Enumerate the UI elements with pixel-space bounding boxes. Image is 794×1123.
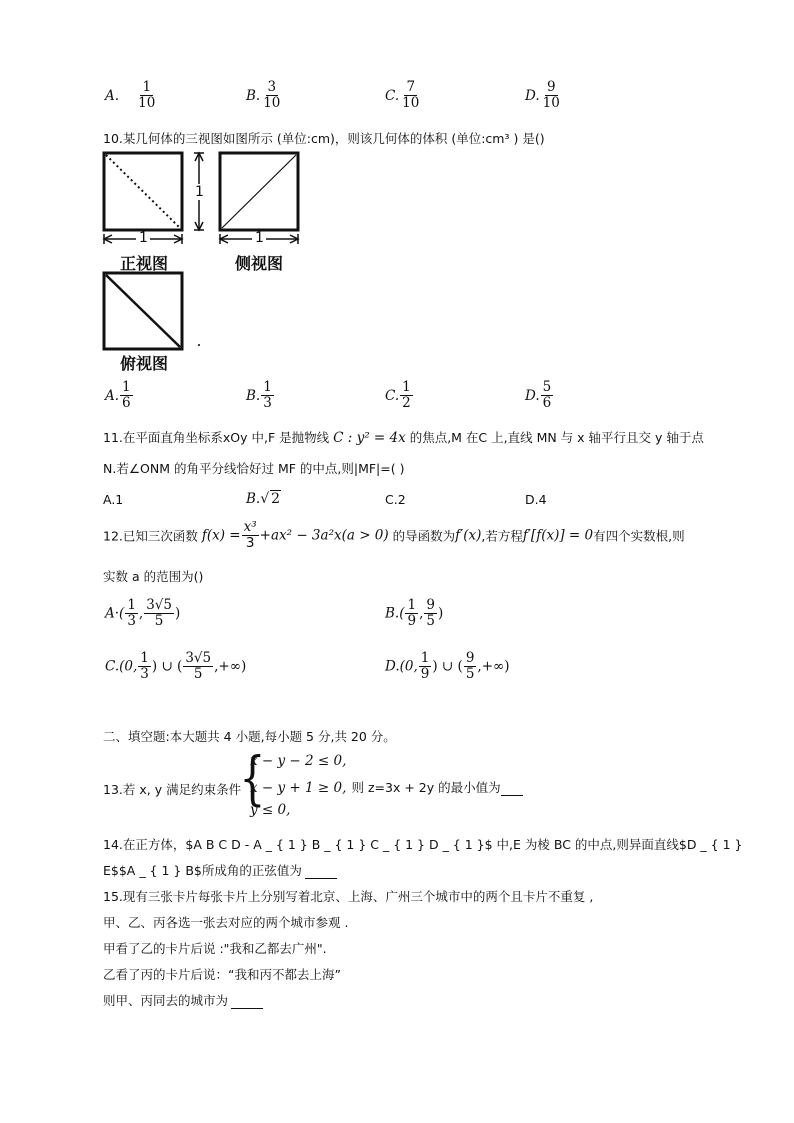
q9-option-a	[105, 80, 158, 111]
answer-blank[interactable]	[501, 783, 523, 796]
q12-text-c: ,若方程	[481, 528, 523, 544]
answer-blank[interactable]	[231, 996, 263, 1009]
numerator: 1	[420, 650, 430, 666]
denominator: 2	[402, 395, 411, 411]
q12-option-b: B.( $\frac{1}{9}$ , $\frac{9}{5}$ )	[385, 597, 444, 629]
q12-option-a: A·( $\frac{1}{3}$ , $\frac{3√5}{5}$ )	[105, 597, 181, 629]
option-label: B.	[246, 388, 261, 404]
numerator: 9	[546, 79, 556, 95]
q10-stem: 10.某几何体的三视图如图所示 (单位:cm)，则该几何体的体积 (单位:cm³ ) 是()	[103, 131, 545, 146]
numerator: 7	[406, 79, 416, 95]
option-label: C.(0,	[105, 658, 138, 675]
left-brace: {	[239, 744, 266, 812]
q10-option-d	[525, 380, 554, 411]
q15-line4: 乙看了丙的卡片后说：“我和丙不都去上海”	[103, 967, 341, 982]
q11-option-a: A.1	[103, 492, 124, 507]
denominator: 5	[154, 613, 164, 629]
front-view-figure	[98, 148, 210, 248]
q12-text-d: 有四个实数根,则	[593, 528, 685, 544]
q10-option-b	[246, 380, 275, 411]
denominator: 10	[402, 95, 420, 111]
q15-line2: 甲、乙、丙各选一张去对应的两个城市参观 .	[103, 915, 349, 930]
top-view-diagonal	[106, 275, 180, 347]
numerator: 1	[263, 379, 272, 395]
function-fraction	[242, 520, 259, 551]
function-lhs: f(x) =	[201, 527, 241, 544]
height-label: 1	[195, 184, 204, 200]
equation: f′[f(x)] = 0	[522, 527, 594, 544]
top-view-label: 俯视图	[120, 354, 169, 373]
option-label: D.(0,	[385, 658, 418, 675]
numerator: 9	[426, 597, 435, 613]
option-label: A·(	[105, 605, 125, 622]
q10-option-a	[105, 380, 134, 411]
q15-line1: 15.现有三张卡片每张卡片上分别写着北京、上海、广州三个城市中的两个且卡片不重复 ,	[103, 889, 594, 904]
q14-line1: 14.在正方体，$A B C D - A _ { 1 } B _ { 1 } C _ { 1 } D _ { 1 }$ 中,E 为棱 BC 的中点,则异面直线$D _ { 1 }	[103, 837, 743, 852]
numerator: 1	[140, 650, 149, 666]
option-label: A.	[105, 88, 120, 104]
q14-line2	[103, 861, 337, 879]
union-symbol: ) ∪ (	[151, 658, 183, 675]
side-view-label: 侧视图	[235, 254, 284, 273]
denominator: 5	[193, 666, 203, 682]
numerator: 1	[402, 379, 411, 395]
q12-line1	[103, 520, 685, 551]
parabola-equation: C : y² = 4x	[333, 430, 406, 446]
section-heading: 二、填空题:本大题共 4 小题,每小题 5 分,共 20 分。	[103, 729, 396, 744]
numerator: 3	[267, 79, 277, 95]
option-label: B.(	[385, 605, 405, 622]
numerator: 1	[142, 79, 152, 95]
denominator: 9	[420, 666, 430, 682]
denominator: 3	[263, 395, 272, 411]
numerator: 3√5	[146, 597, 172, 613]
denominator: 3	[245, 535, 255, 551]
union-symbol: ) ∪ (	[432, 658, 463, 675]
front-view-label: 正视图	[120, 254, 169, 273]
constraint-1: x − y − 2 ≤ 0,	[250, 753, 347, 769]
option-label: D.	[525, 88, 540, 104]
q15-line5	[103, 991, 263, 1009]
function-rest: +ax² − 3a²x(a > 0)	[259, 527, 389, 544]
q14-text: E$$A _ { 1 } B$所成角的正弦值为	[103, 863, 302, 878]
denominator: 10	[138, 95, 156, 111]
numerator: 1	[127, 597, 136, 613]
stray-dot	[198, 344, 200, 346]
front-width-label: 1	[139, 230, 148, 246]
q12-line2: 实数 a 的范围为()	[103, 569, 204, 584]
denominator: 5	[426, 613, 435, 629]
front-view-hidden-diagonal	[106, 155, 180, 228]
side-view-diagonal	[222, 155, 296, 228]
denominator: 10	[263, 95, 281, 111]
q9-option-c	[385, 80, 422, 111]
q12-option-c	[105, 651, 246, 682]
q11-text-a: 11.在平面直角坐标系xOy 中,F 是抛物线	[103, 430, 330, 445]
numerator: 1	[122, 379, 131, 395]
q9-options	[0, 76, 794, 120]
option-label: B.	[246, 88, 261, 104]
q12-text-b: 的导函数为	[392, 528, 456, 544]
interval-end: ,+∞)	[214, 658, 247, 675]
constraint-2-row	[250, 777, 523, 796]
numerator: 1	[407, 597, 417, 613]
q15-text: 则甲、丙同去的城市为	[103, 993, 229, 1008]
denominator: 6	[542, 395, 552, 411]
q13-prefix: 13.若 x, y 满足约束条件	[103, 782, 242, 797]
option-label: A.	[105, 388, 120, 404]
q9-option-d	[525, 80, 563, 111]
option-label: D.	[525, 388, 540, 404]
q11-line1	[103, 428, 704, 446]
constraint-2: x − y + 1 ≥ 0,	[250, 780, 347, 796]
denominator: 3	[140, 666, 149, 682]
denominator: 3	[127, 613, 136, 629]
denominator: 5	[465, 666, 475, 682]
q11-line2: N.若∠ONM 的角平分线恰好过 MF 的中点,则|MF|=( )	[103, 461, 405, 476]
q12-option-d	[385, 651, 510, 682]
interval-end: ,+∞)	[477, 658, 510, 675]
numerator: x³	[243, 519, 257, 535]
side-width-label: 1	[255, 230, 264, 246]
option-label: B.	[246, 491, 261, 507]
sqrt-radicand: 2	[271, 491, 281, 507]
q11-option-b: B.√ 2	[246, 491, 281, 507]
q13-tail: 则 z=3x + 2y 的最小值为	[351, 780, 501, 795]
denominator: 10	[542, 95, 560, 111]
option-label: C.	[385, 88, 400, 104]
option-label: C.	[385, 388, 400, 404]
answer-blank[interactable]	[305, 866, 337, 879]
q11-option-d: D.4	[525, 492, 547, 507]
numerator: 5	[542, 379, 552, 395]
q11-option-c: C.2	[385, 492, 406, 507]
q12-text-a: 12.已知三次函数	[103, 528, 198, 544]
q10-option-c	[385, 380, 414, 411]
derivative: f′(x)	[455, 527, 482, 544]
q11-text-b: 的焦点,M 在C 上,直线 MN 与 x 轴平行且交 y 轴于点	[409, 430, 704, 445]
denominator: 6	[122, 395, 131, 411]
top-view-figure	[98, 268, 188, 353]
q10-options	[0, 376, 794, 420]
numerator: 3√5	[185, 650, 212, 666]
numerator: 9	[465, 650, 475, 666]
q9-option-b	[246, 80, 283, 111]
q15-line3: 甲看了乙的卡片后说 :"我和乙都去广州".	[103, 941, 327, 956]
denominator: 9	[407, 613, 417, 629]
constraint-3: y ≤ 0,	[250, 802, 291, 818]
